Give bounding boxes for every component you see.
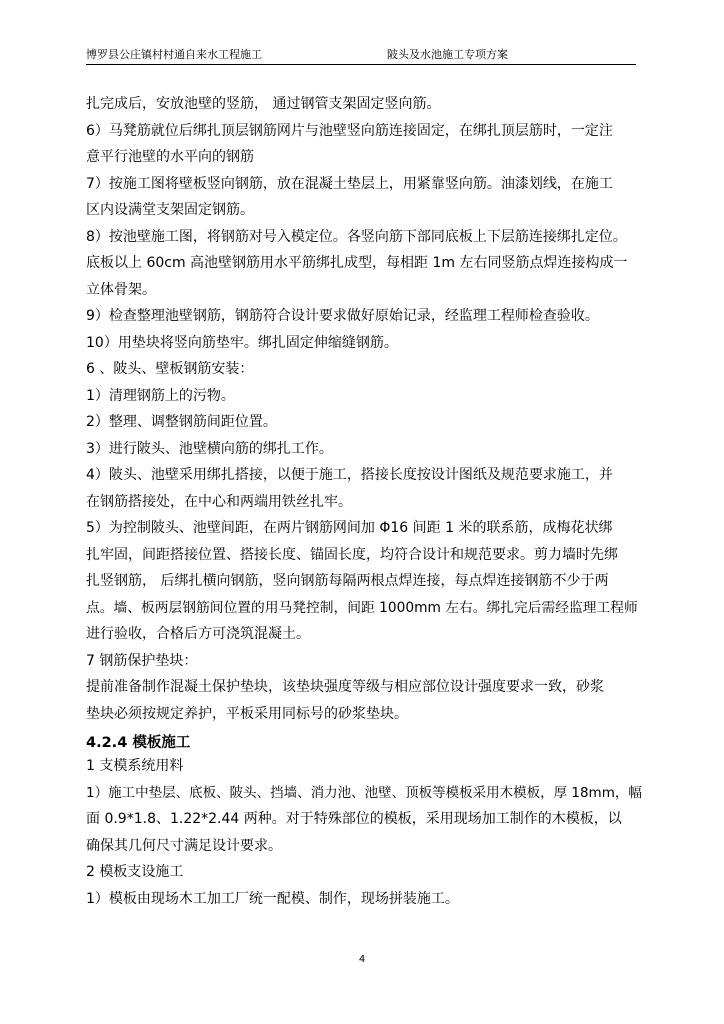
header-section-title: 陂头及水池施工专项方案 bbox=[387, 48, 508, 61]
text-line: 1）清理钢筋上的污物。 bbox=[86, 387, 235, 404]
text-line: 扎牢固，间距搭接位置、搭接长度、锚固长度，均符合设计和规范要求。剪力墙时先绑 bbox=[86, 546, 618, 563]
text-line: 扎竖钢筋， 后绑扎横向钢筋，竖向钢筋每隔两根点焊连接，每点焊连接钢筋不少于两 bbox=[86, 573, 609, 589]
text-line: 1 支模系统用料 bbox=[86, 758, 184, 774]
text-line: 提前准备制作混凝土保护垫块，该垫块强度等级与相应部位设计强度要求一致，砂浆 bbox=[86, 679, 604, 695]
text-line: 扎完成后，安放池壁的竖筋， 通过钢管支架固定竖向筋。 bbox=[86, 96, 441, 112]
text-line: 进行验收，合格后方可浇筑混凝土。 bbox=[86, 626, 310, 642]
text-line: 7）按施工图将壁板竖向钢筋，放在混凝土垫层上，用紧靠竖向筋。油漆划线，在施工 bbox=[86, 175, 613, 192]
text-line: 10）用垫块将竖向筋垫牢。绑扎固定伸缩缝钢筋。 bbox=[86, 334, 398, 351]
text-line: 1）模板由现场木工加工厂统一配模、制作，现场拼装施工。 bbox=[86, 890, 459, 907]
text-line: 9）检查整理池壁钢筋，钢筋符合设计要求做好原始记录，经监理工程师检查验收。 bbox=[86, 308, 599, 324]
text-line: 8）按池壁施工图，将钢筋对号入模定位。各竖向筋下部同底板上下层筋连接绑扎定位。 bbox=[86, 228, 627, 245]
text-line: 1）施工中垫层、底板、陂头、挡墙、消力池、池壁、顶板等模板采用木模板，厚 18mm，幅 bbox=[86, 784, 642, 801]
text-line: 7 钢筋保护垫块： bbox=[86, 652, 198, 669]
text-line: 底板以上 60cm 高池壁钢筋用水平筋绑扎成型，每相距 1m 左右同竖筋点焊连接构成一 bbox=[86, 255, 628, 271]
text-line: 2）整理、调整钢筋间距位置。 bbox=[86, 414, 277, 430]
text-line: 面 0.9*1.8、1.22*2.44 两种。对于特殊部位的模板，采用现场加工制作的木模板，以 bbox=[86, 811, 622, 827]
text-line: 2 模板支设施工 bbox=[86, 864, 184, 880]
header-project-title: 博罗县公庄镇村村通自来水工程施工 bbox=[86, 48, 262, 61]
page-header bbox=[86, 48, 636, 65]
section-heading: 4.2.4 模板施工 bbox=[86, 735, 191, 751]
text-line: 立体骨架。 bbox=[86, 281, 156, 298]
text-line: 点。墙、板两层钢筋间位置的用马凳控制，间距 1000mm 左右。绑扎完后需经监理工程师 bbox=[86, 599, 638, 616]
text-line: 区内设满堂支架固定钢筋。 bbox=[86, 202, 254, 218]
text-line: 5）为控制陂头、池壁间距，在两片钢筋网间加 Φ16 间距 1 米的联系筋，成梅花状绑 bbox=[86, 520, 613, 536]
text-line: 垫块必须按规定养护，平板采用同标号的砂浆垫块。 bbox=[86, 705, 408, 722]
text-line: 确保其几何尺寸满足设计要求。 bbox=[86, 837, 282, 854]
text-line: 4）陂头、池壁采用绑扎搭接，以便于施工，搭接长度按设计图纸及规范要求施工，并 bbox=[86, 467, 613, 483]
page-number: 4 bbox=[358, 954, 366, 965]
text-line: 意平行池壁的水平向的钢筋 bbox=[86, 149, 254, 165]
text-line: 6 、陂头、壁板钢筋安装： bbox=[86, 361, 254, 377]
document-body bbox=[86, 91, 646, 912]
text-line: 3）进行陂头、池壁横向筋的绑扎工作。 bbox=[86, 440, 333, 457]
text-line: 在钢筋搭接处，在中心和两端用铁丝扎牢。 bbox=[86, 493, 352, 510]
text-line: 6）马凳筋就位后绑扎顶层钢筋网片与池壁竖向筋连接固定，在绑扎顶层筋时，一定注 bbox=[86, 122, 613, 139]
